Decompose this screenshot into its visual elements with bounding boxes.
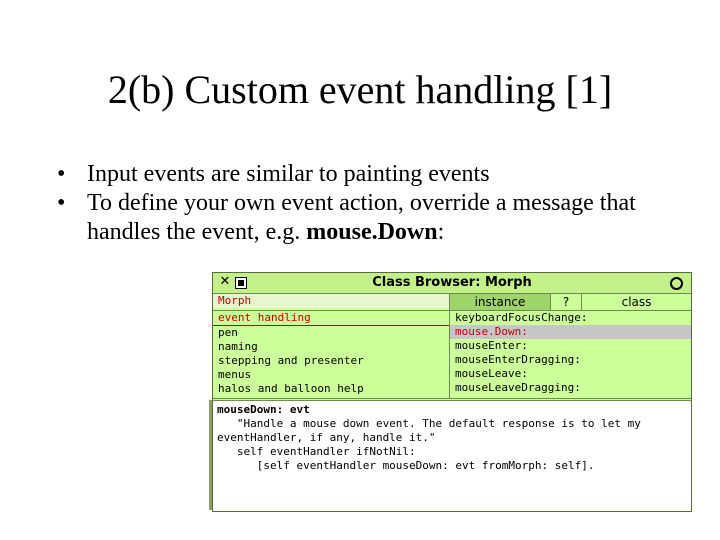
bullet-dot: • (57, 190, 66, 216)
help-switch[interactable]: ? (551, 294, 582, 310)
category-item[interactable]: stepping and presenter (218, 354, 364, 367)
instance-class-switches (450, 294, 691, 311)
browser-panes (213, 294, 691, 399)
category-item[interactable]: naming (218, 340, 258, 353)
bullet-text: Input events are similar to painting events (87, 161, 490, 187)
code-line: "Handle a mouse down event. The default response is to let my (217, 417, 641, 430)
class-list-item[interactable]: Morph (213, 294, 449, 308)
category-item[interactable]: halos and balloon help (218, 382, 364, 395)
message-item[interactable]: mouseEnterDragging: (455, 353, 581, 366)
code-editor[interactable] (213, 400, 691, 512)
bullet-text-main: To define your own event action, override a message that handles the event, e.g. (87, 190, 636, 245)
message-pane (450, 294, 691, 398)
window-title: Class Browser: Morph (372, 275, 532, 290)
category-item[interactable]: event handling (213, 311, 449, 326)
category-item[interactable]: menus (218, 368, 252, 381)
message-item[interactable]: mouseEnter: (455, 339, 528, 352)
bullet-item (57, 189, 697, 247)
message-item[interactable]: mouse.Down: (450, 325, 691, 339)
class-browser-window (212, 272, 692, 512)
bullet-suffix: : (437, 219, 445, 245)
code-line: self eventHandler ifNotNil: (217, 445, 416, 458)
close-icon[interactable]: ✕ (219, 274, 231, 289)
method-signature: mouseDown: evt (217, 403, 310, 416)
bullet-list (57, 160, 697, 247)
code-line: eventHandler, if any, handle it." (217, 431, 436, 444)
message-item[interactable]: mouseLeaveDragging: (455, 381, 581, 394)
bullet-emphasis: mouse.Down (306, 219, 438, 245)
collapse-icon[interactable] (670, 277, 683, 290)
instance-switch[interactable]: instance (450, 294, 551, 310)
slide-title: 2(b) Custom event handling [1] (107, 67, 613, 112)
bullet-dot: • (57, 161, 66, 187)
message-item[interactable]: mouseLeave: (455, 367, 528, 380)
category-list[interactable] (213, 310, 449, 396)
bullet-text (87, 189, 697, 247)
code-line: [self eventHandler mouseDown: evt fromMorph: self]. (217, 459, 595, 472)
class-switch[interactable]: class (621, 295, 652, 309)
bullet-item (57, 160, 697, 189)
message-item[interactable]: keyboardFocusChange: (455, 311, 588, 324)
window-titlebar[interactable] (213, 273, 691, 294)
class-category-pane (213, 294, 450, 398)
category-item[interactable]: pen (218, 326, 238, 339)
